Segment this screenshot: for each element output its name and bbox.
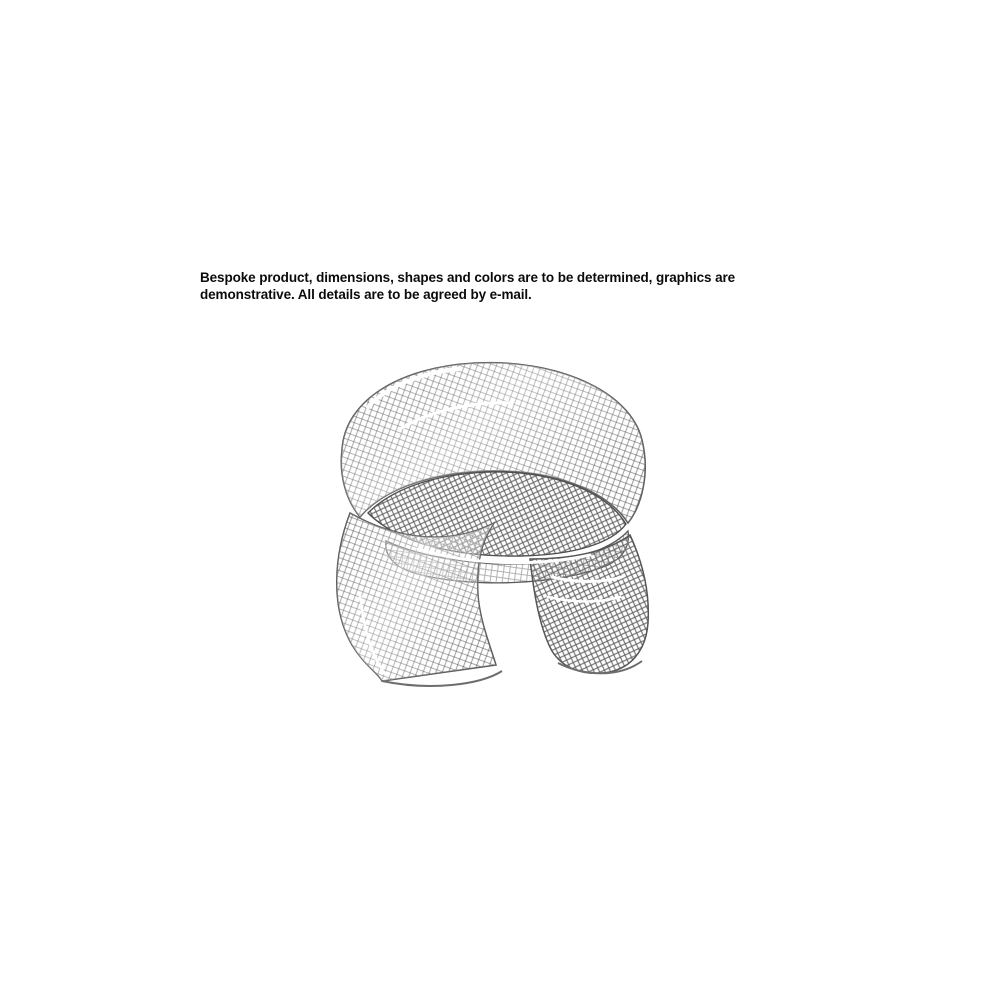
- product-disclaimer-text: Bespoke product, dimensions, shapes and colors are to be determined, graphics are demonstrative. All details are to be agreed by e-mail.: [200, 269, 736, 303]
- armchair-illustration: [290, 345, 690, 705]
- product-image: [290, 345, 690, 705]
